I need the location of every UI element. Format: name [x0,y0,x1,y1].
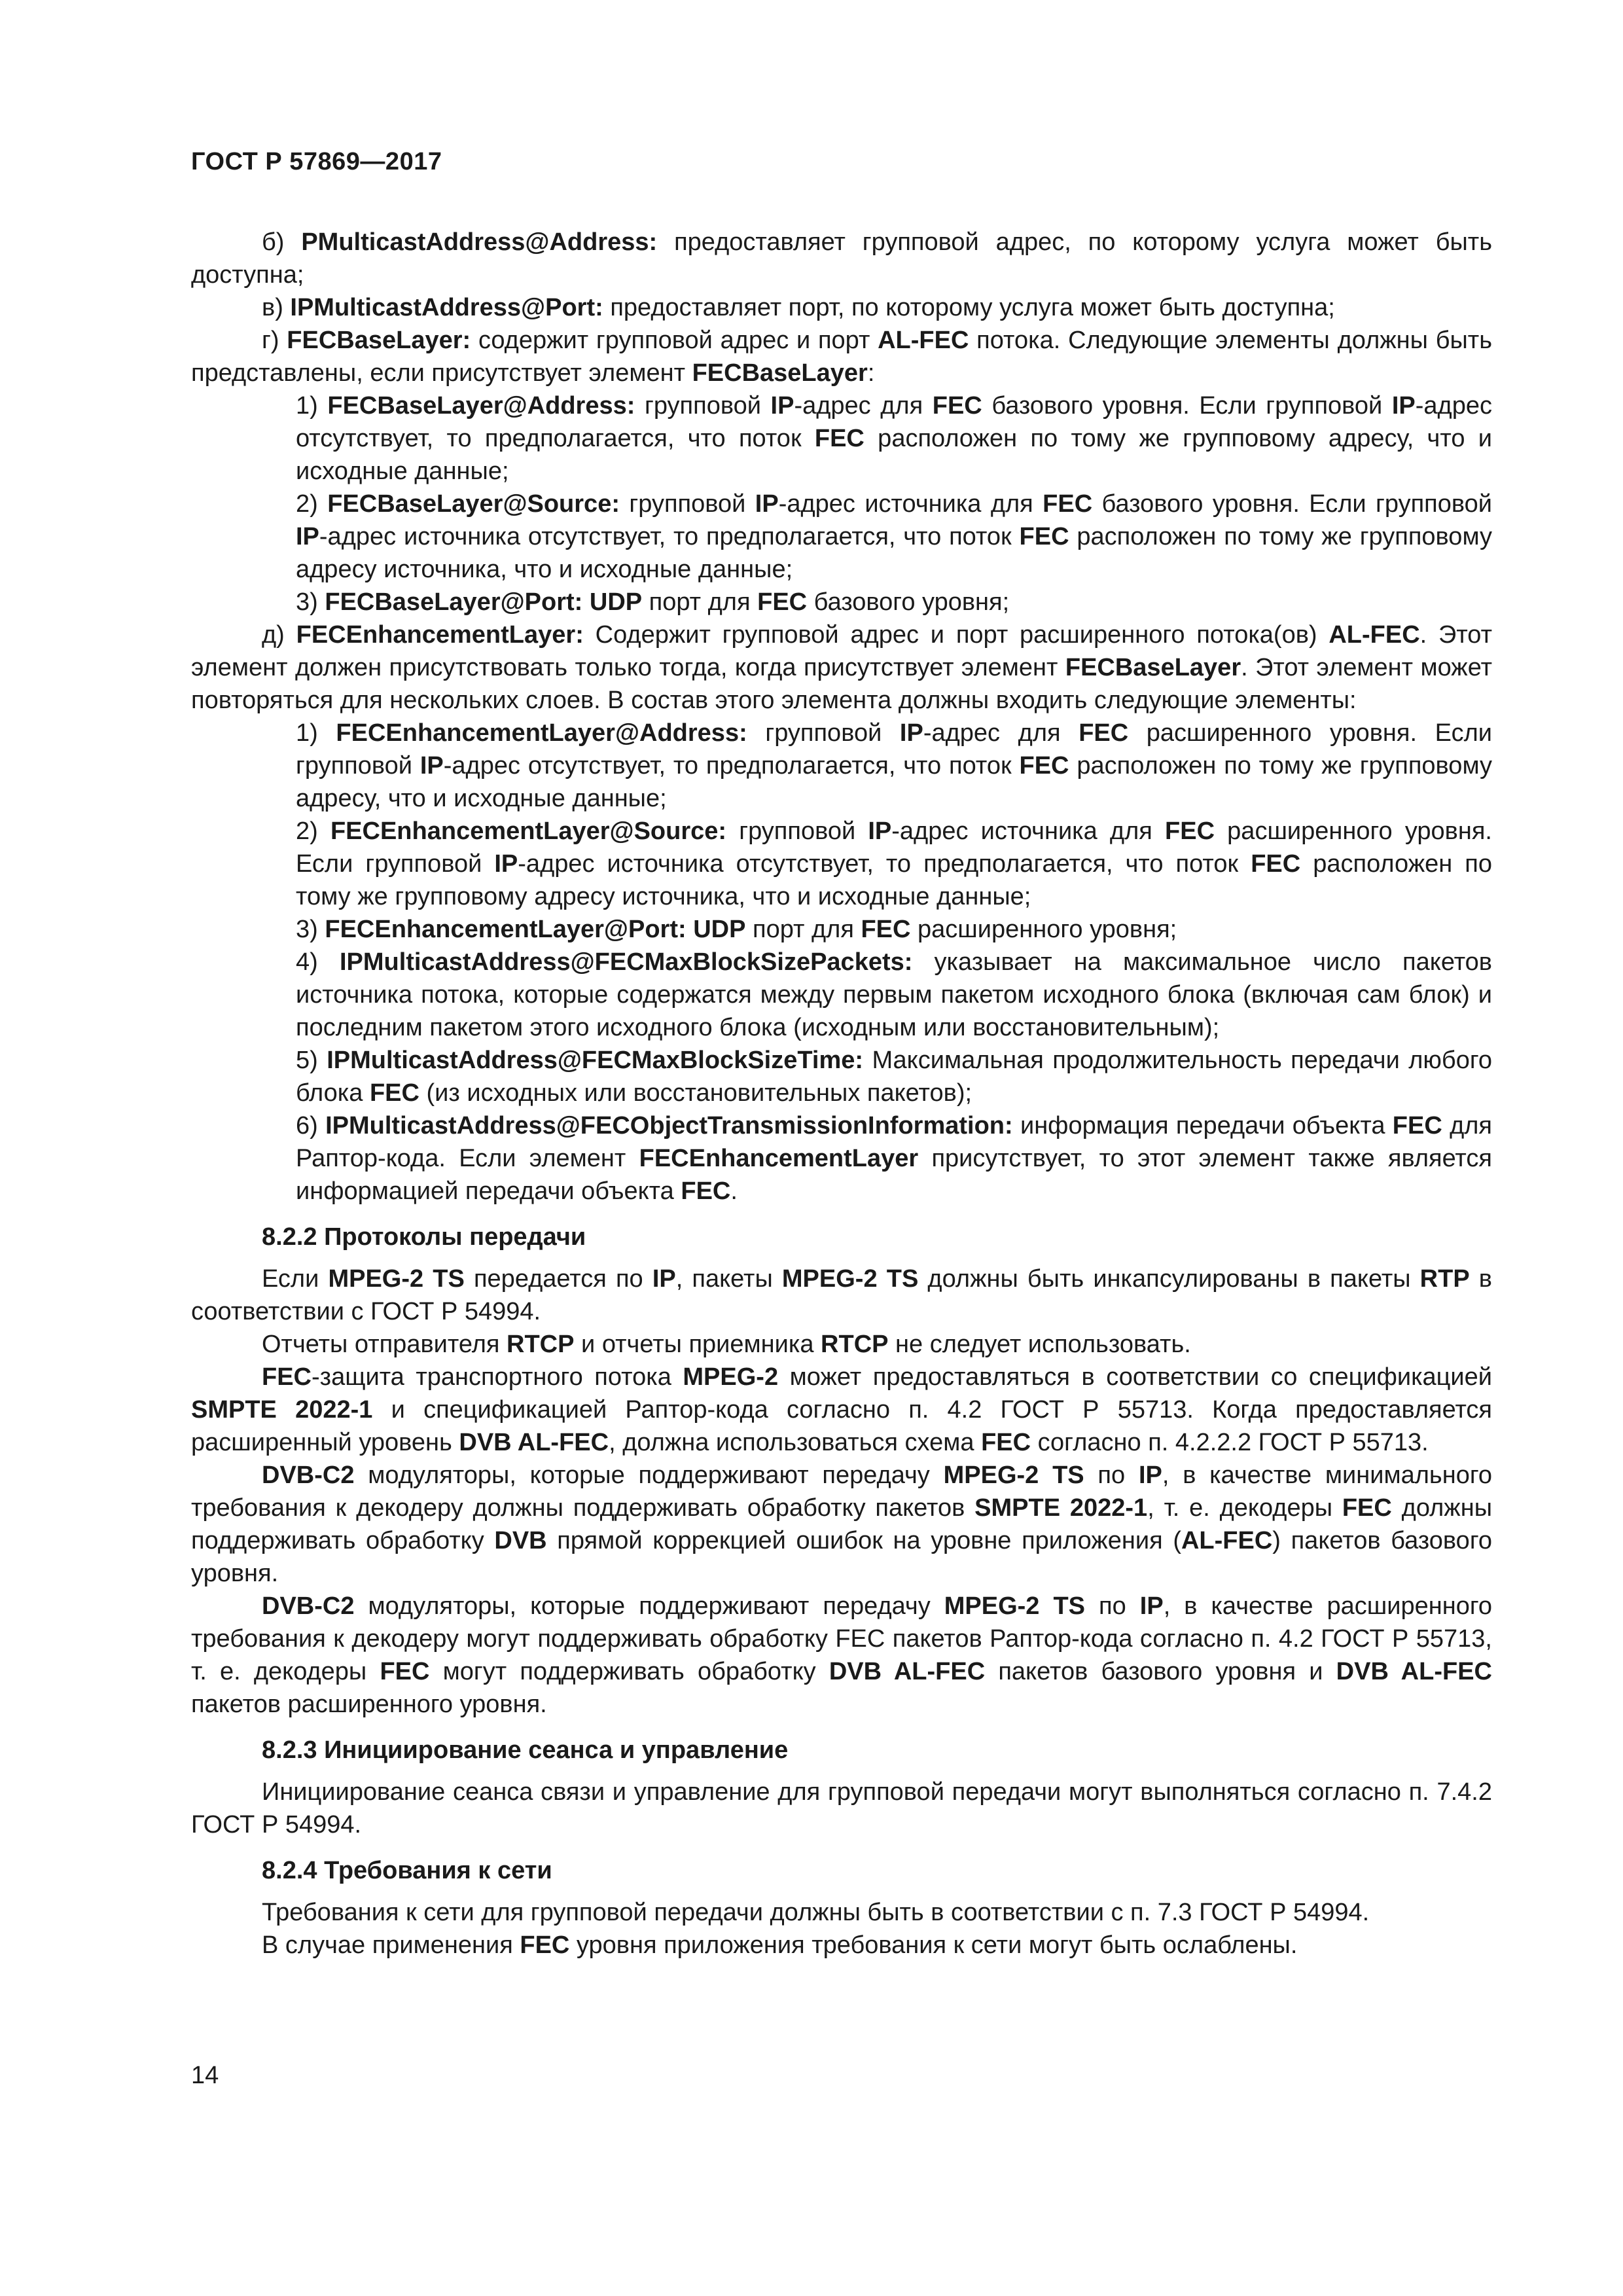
paragraph: DVB-C2 модуляторы, которые поддерживают передачу MPEG-2 TS по IP, в качестве расширенного требования к декодеру могут поддерживать обработку FEC пакетов Раптор-кода согласно п. 4.2 ГОСТ Р 55713, т. е. декодеры FEC могут поддерживать обработку DVB AL-FEC пакетов базового уровня и DVB AL-FEC пакетов расширенного уровня. [191,1592,1492,1718]
section-heading: 8.2.4 Требования к сети [262,1857,552,1884]
paragraph: В случае применения FEC уровня приложения требования к сети могут быть ослаблены. [262,1931,1298,1959]
paragraph: Инициирование сеанса связи и управление для групповой передачи могут выполняться согласно п. 7.4.2 ГОСТ Р 54994. [191,1778,1492,1839]
paragraph: FEC-защита транспортного потока MPEG-2 может предоставляться в соответствии со спецификацией SMPTE 2022-1 и спецификацией Раптор-кода согласно п. 4.2 ГОСТ Р 55713. Когда предоставляется расширенный уровень DVB AL-FEC, должна использоваться схема FEC согласно п. 4.2.2.2 ГОСТ Р 55713. [191,1363,1493,1456]
paragraph: д) FECEnhancementLayer: Содержит групповой адрес и порт расширенного потока(ов) AL-FEC. Этот элемент должен присутствовать только тогда, когда присутствует элемент FECBaseLayer. Этот элемент может повторяться для нескольких слоев. В состав этого элемента должны входить следующие элементы: [191,621,1492,714]
paragraph: 3) FECBaseLayer@Port: UDP порт для FEC базового уровня; [296,588,1010,616]
paragraph: г) FECBaseLayer: содержит групповой адрес и порт AL-FEC потока. Следующие элементы должны быть представлены, если присутствует элемент FECBaseLayer: [191,327,1492,387]
paragraph: 1) FECBaseLayer@Address: групповой IP-адрес для FEC базового уровня. Если групповой IP-адрес отсутствует, то предполагается, что поток FEC расположен по тому же групповому адресу, что и исходные данные; [296,392,1492,485]
paragraph: Если MPEG-2 TS передается по IP, пакеты MPEG-2 TS должны быть инкапсулированы в пакеты RTP в соответствии с ГОСТ Р 54994. [191,1265,1492,1325]
paragraph: 2) FECEnhancementLayer@Source: групповой IP-адрес источника для FEC расширенного уровня. Если групповой IP-адрес источника отсутствует, то предполагается, что поток FEC расположен по тому же групповому адресу источника, что и исходные данные; [296,817,1492,910]
section-heading: 8.2.2 Протоколы передачи [262,1223,586,1251]
page-number: 14 [191,2062,219,2089]
paragraph: б) PMulticastAddress@Address: предоставляет групповой адрес, по которому услуга может быть доступна; [191,228,1492,289]
paragraph: 1) FECEnhancementLayer@Address: групповой IP-адрес для FEC расширенного уровня. Если групповой IP-адрес отсутствует, то предполагается, что поток FEC расположен по тому же групповому адресу, что и исходные данные; [296,719,1492,812]
paragraph: 5) IPMulticastAddress@FECMaxBlockSizeTime: Максимальная продолжительность передачи любого блока FEC (из исходных или восстановительных пакетов); [296,1047,1492,1107]
paragraph: DVB-C2 модуляторы, которые поддерживают передачу MPEG-2 TS по IP, в качестве минимального требования к декодеру должны поддерживать обработку пакетов SMPTE 2022-1, т. е. декодеры FEC должны поддерживать обработку DVB прямой коррекцией ошибок на уровне приложения (AL-FEC) пакетов базового уровня. [191,1462,1493,1587]
document-header: ГОСТ Р 57869—2017 [191,148,442,175]
paragraph: 2) FECBaseLayer@Source: групповой IP-адрес источника для FEC базового уровня. Если групповой IP-адрес источника отсутствует, то предполагается, что поток FEC расположен по тому же групповому адресу источника, что и исходные данные; [296,490,1492,583]
paragraph: 3) FECEnhancementLayer@Port: UDP порт для FEC расширенного уровня; [296,916,1177,943]
section-heading: 8.2.3 Инициирование сеанса и управление [262,1736,789,1764]
document-body [191,226,1492,1962]
paragraph: в) IPMulticastAddress@Port: предоставляет порт, по которому услуга может быть доступна; [262,294,1335,321]
paragraph: 4) IPMulticastAddress@FECMaxBlockSizePackets: указывает на максимальное число пакетов источника потока, которые содержатся между первым пакетом исходного блока (включая сам блок) и последним пакетом этого исходного блока (исходным или восстановительным); [296,948,1492,1041]
paragraph: Требования к сети для групповой передачи должны быть в соответствии с п. 7.3 ГОСТ Р 54994. [262,1899,1370,1926]
paragraph: 6) IPMulticastAddress@FECObjectTransmissionInformation: информация передачи объекта FEC для Раптор-кода. Если элемент FECEnhancementLayer присутствует, то этот элемент также является информацией передачи объекта FEC. [296,1112,1492,1205]
paragraph: Отчеты отправителя RTCP и отчеты приемника RTCP не следует использовать. [262,1331,1191,1358]
